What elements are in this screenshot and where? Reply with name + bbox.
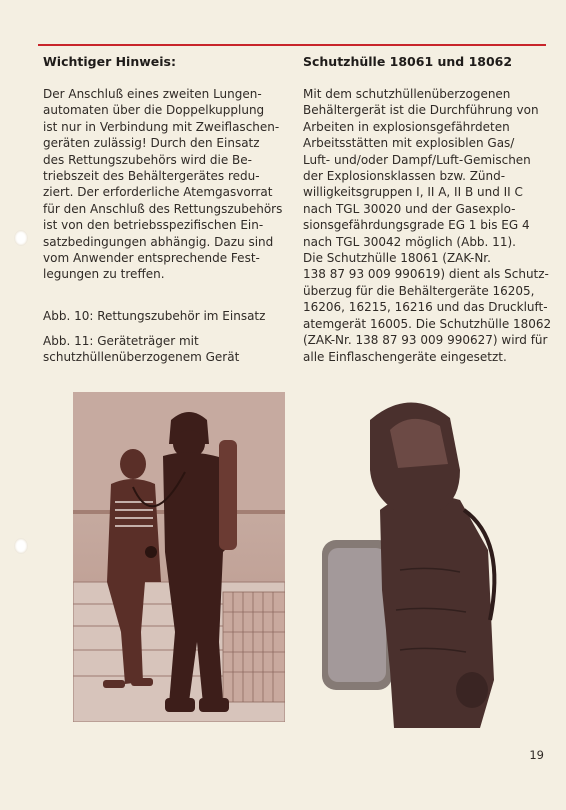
top-red-rule xyxy=(38,44,546,46)
right-paragraph: Mit dem schutzhüllenüberzogenen Behältergerät ist die Durchführung von Arbeiten in explosionsgefährdeten Arbeitsstätten mit explosiblen Gas/ Luft- und/oder Dampf/Luft-Gemischen der Explosionsklassen bzw. Zünd- willigkeitsgruppen I, II A, II B und II C nach TGL 30020 und der Gasexplo- sionsgefährdungsgrade EG 1 bis EG 4 nach TGL 30042 möglich (Abb. 11). Die Schutzhülle 18061 (ZAK-Nr. 138 87 93 009 990619) dient als Schutz- überzug für die Behältergeräte 16205, 16206, 16215, 16216 und das Druckluft- atemgerät 16005. Die Schutzhülle 18062 (ZAK-Nr. 138 87 93 009 990627) wird für alle Einflaschengeräte eingesetzt. xyxy=(303,87,552,364)
right-heading: Schutzhülle 18061 und 18062 xyxy=(303,54,513,69)
caption-abb-10: Abb. 10: Rettungszubehör im Einsatz xyxy=(43,309,266,323)
photo-rescue-equipment xyxy=(73,392,285,722)
punch-hole-upper xyxy=(14,230,28,246)
photo-covered-apparatus xyxy=(310,390,522,728)
caption-abb-11: Abb. 11: Geräteträger mit schutzhüllenüberzogenem Gerät xyxy=(43,334,240,364)
page-number: 19 xyxy=(529,748,544,762)
left-paragraph: Der Anschluß eines zweiten Lungen- automaten über die Doppelkupplung ist nur in Verbindung mit Zweiflaschen- geräten zulässig! Durch den Einsatz des Rettungszubehörs wird die Be- triebszeit des Behältergerätes redu- ziert. Der erforderliche Atemgasvorrat für den Anschluß des Rettungszubehörs ist von den betriebsspezifischen Ein- satzbedingungen abhängig. Dazu sind vom Anwender entsprechende Fest- legungen zu treffen. xyxy=(43,87,283,282)
left-heading: Wichtiger Hinweis: xyxy=(43,54,176,69)
punch-hole-lower xyxy=(14,538,28,554)
